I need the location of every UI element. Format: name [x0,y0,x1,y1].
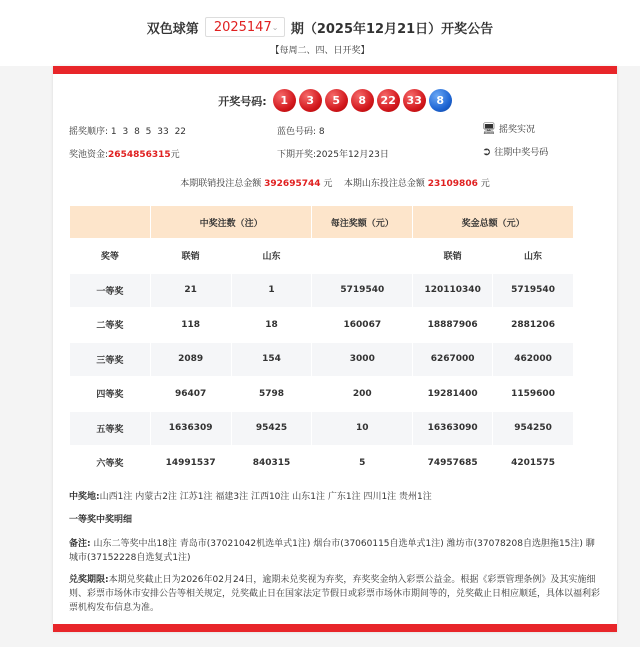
draw-order: 摇奖顺序: 1 3 8 5 33 22 [69,127,187,137]
table-cell: 1 [231,273,312,308]
page-title: 双色球第 2025147 ⌄ 期（2025年12月21日）开奖公告 [0,17,640,37]
table-cell: 5719540 [493,273,574,308]
red-ball: 1 [273,89,296,112]
schedule: 【每周二、四、日开奖】 [270,46,370,56]
red-ball: 8 [351,89,374,112]
monitor-icon: 🖥 [482,122,496,135]
table-cell: 1636309 [150,411,231,446]
live-draw-link[interactable]: 🖥 摇奖实况 [482,122,535,135]
table-cell: 10 [312,411,413,446]
table-cell: 120110340 [413,273,493,308]
table-cell: 18 [231,308,312,343]
claim-deadline: 兑奖期限:本期兑奖截止日为2026年02月24日，逾期未兑奖视为弃奖，弃奖奖金纳入彩票公益金。根据《彩票管理条例》及其实施细则、彩票市场休市安排公告等相关规定，兑奖截止日在国家法定节假日或彩票市场休市期间等的，兑奖截止日相应顺延，具体以福利彩票机构发布信息为准。 [69,575,601,613]
arrow-circle-icon: ➲ [482,145,492,158]
table-cell: 2089 [150,342,231,377]
table-cell: 96407 [150,377,231,412]
first-prize-detail-title: 一等奖中奖明细 [69,515,133,525]
table-cell: 95425 [231,411,312,446]
red-ball: 5 [325,89,348,112]
table-cell: 160067 [312,308,413,343]
table-cell: 4201575 [493,446,574,481]
divider [53,624,617,632]
issue-select[interactable]: 2025147 ⌄ [205,17,285,37]
result-card [53,66,617,632]
table-cell: 5798 [231,377,312,412]
winning-locations: 中奖地:山西1注 内蒙古2注 江苏1注 福建3注 江西10注 山东1注 广东1注 四川1注 贵州1注 [69,492,432,502]
table-row [70,446,574,481]
table-cell: 118 [150,308,231,343]
red-ball: 22 [377,89,400,112]
table-row [70,273,574,308]
table-cell: 6267000 [413,342,493,377]
table-cell: 一等奖 [70,273,151,308]
table-group-header: 中奖注数（注） 每注奖额（元） 奖金总额（元） [70,206,574,239]
table-cell: 五等奖 [70,411,151,446]
history-link[interactable]: ➲ 往期中奖号码 [482,145,549,158]
table-cell: 1159600 [493,377,574,412]
table-cell: 5719540 [312,273,413,308]
table-cell: 3000 [312,342,413,377]
prize-pool: 奖池资金:2654856315元 [69,150,180,160]
red-ball: 3 [299,89,322,112]
divider [53,66,617,74]
table-cell: 六等奖 [70,446,151,481]
table-cell: 5 [312,446,413,481]
table-cell: 2881206 [493,308,574,343]
next-draw: 下期开奖:2025年12月23日 [277,150,389,160]
table-cell: 四等奖 [70,377,151,412]
red-ball: 33 [403,89,426,112]
table-row [70,342,574,377]
header [0,0,640,66]
table-cell: 462000 [493,342,574,377]
remarks: 备注: 山东二等奖中出18注 青岛市(37021042机选单式1注) 烟台市(37060115自选单式1注) 潍坊市(37078208自选胆拖15注) 聊城市(37152228自选复式1注) [69,539,595,563]
sales-summary: 本期联销投注总金额 392695744 元 本期山东投注总金额 23109806 元 [180,179,490,189]
table-row [70,411,574,446]
prize-table [69,205,574,481]
winning-numbers: 开奖号码: 1 3 5 8 22 33 8 [53,89,617,112]
table-cell: 二等奖 [70,308,151,343]
blue-number: 蓝色号码: 8 [277,127,325,137]
table-cell: 19281400 [413,377,493,412]
table-row [70,308,574,343]
table-cell: 840315 [231,446,312,481]
table-cell: 三等奖 [70,342,151,377]
table-cell: 74957685 [413,446,493,481]
chevron-down-icon: ⌄ [271,22,279,32]
table-row [70,377,574,412]
table-cell: 16363090 [413,411,493,446]
table-cell: 14991537 [150,446,231,481]
table-cell: 21 [150,273,231,308]
table-sub-header: 奖等 联销 山东 联销 山东 [70,239,574,274]
table-cell: 954250 [493,411,574,446]
table-cell: 154 [231,342,312,377]
table-cell: 200 [312,377,413,412]
blue-ball: 8 [429,89,452,112]
table-cell: 18887906 [413,308,493,343]
